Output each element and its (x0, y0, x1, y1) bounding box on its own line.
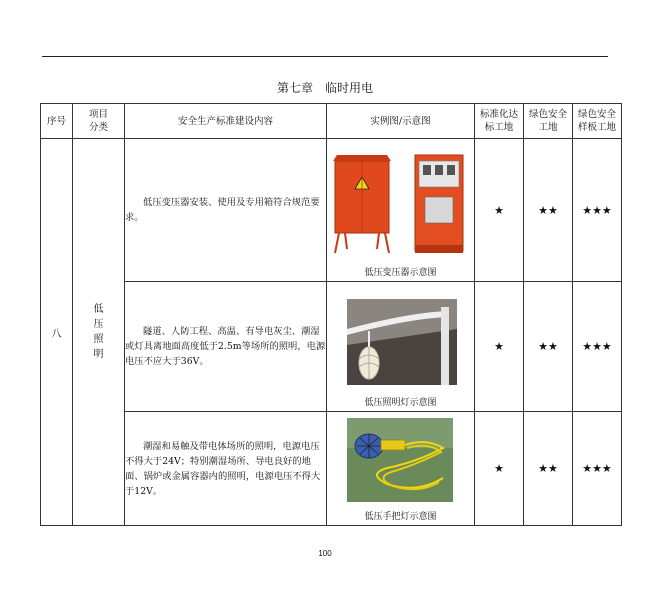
standard-rating: ★ (475, 139, 524, 282)
table-row (41, 282, 622, 412)
standard-rating: ★ (475, 412, 524, 526)
green-site-rating: ★★ (524, 139, 573, 282)
row-content: 潮湿和易触及带电体场所的照明，电源电压不得大于24V；特别潮湿场所、导电良好的地面、锅炉或金属容器内的照明，电源电压不得大于12V。 (125, 412, 327, 526)
header-content: 安全生产标准建设内容 (125, 104, 327, 139)
lighting-lamp-image (347, 299, 457, 385)
table-header-row (41, 104, 622, 139)
row-image-cell (327, 282, 475, 412)
row-image-cell (327, 412, 475, 526)
header-no: 序号 (41, 104, 73, 139)
green-model-rating: ★★★ (573, 282, 622, 412)
row-content: 低压变压器安装、使用及专用箱符合规范要求。 (125, 139, 327, 282)
header-green-site: 绿色安全工地 (524, 104, 573, 139)
green-model-rating: ★★★ (573, 412, 622, 526)
table-row (41, 412, 622, 526)
row-content: 隧道、人防工程、高温、有导电灰尘、潮湿或灯具离地面高度低于2.5m等场所的照明，电源电压不应大于36V。 (125, 282, 327, 412)
transformer-box-image (331, 153, 471, 265)
standards-table (40, 103, 622, 526)
chapter-title: 第七章 临时用电 (276, 81, 373, 95)
image-caption: 低压照明灯示意图 (364, 398, 437, 408)
header-image: 实例图/示意图 (327, 104, 475, 139)
header-standard: 标准化达标工地 (475, 104, 524, 139)
table-row (41, 139, 622, 282)
green-site-rating: ★★ (524, 412, 573, 526)
section-number: 八 (41, 139, 73, 526)
image-caption: 低压手把灯示意图 (364, 512, 437, 522)
standard-rating: ★ (475, 282, 524, 412)
green-site-rating: ★★ (524, 282, 573, 412)
header-rule (42, 56, 608, 57)
image-caption: 低压变压器示意图 (364, 268, 437, 278)
section-category: 低压照明 (73, 139, 125, 526)
row-image-cell (327, 139, 475, 282)
header-green-model: 绿色安全样板工地 (573, 104, 622, 139)
green-model-rating: ★★★ (573, 139, 622, 282)
header-category: 项目分类 (73, 104, 125, 139)
hand-lamp-image (347, 418, 453, 502)
page-number: 100 (318, 549, 332, 558)
